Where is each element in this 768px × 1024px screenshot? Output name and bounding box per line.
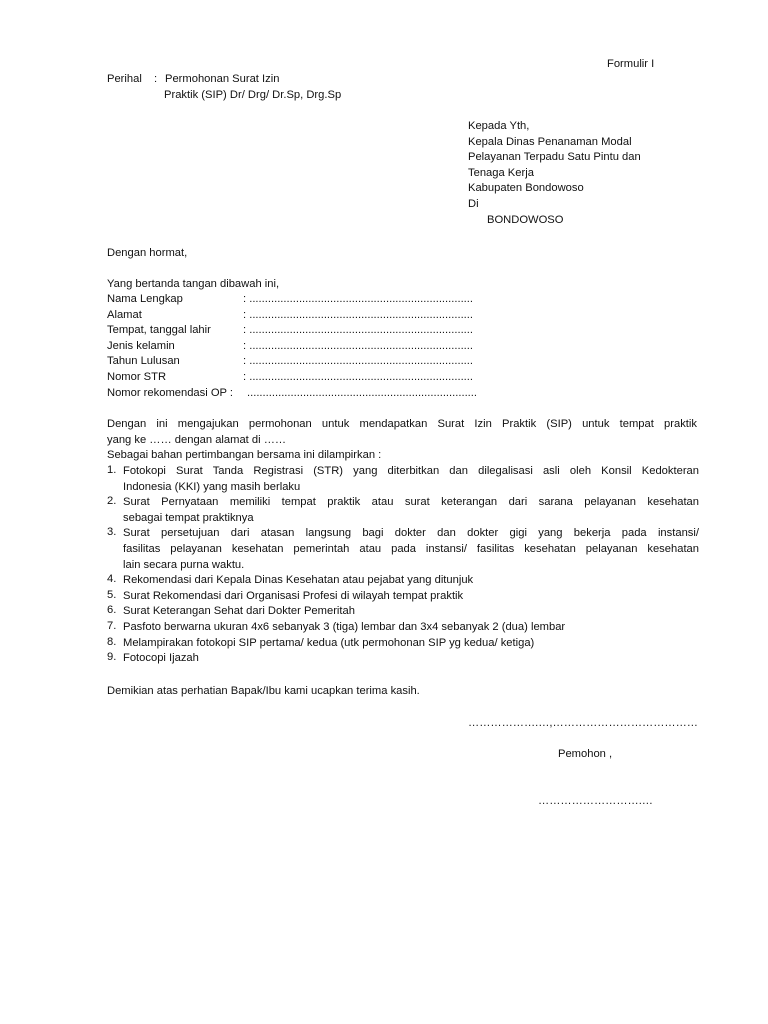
list-number: 6.	[107, 604, 117, 617]
applicant-fields	[107, 292, 527, 401]
field-value: : ........................................................................	[243, 293, 474, 305]
list-item	[107, 604, 699, 620]
field-row	[107, 323, 527, 339]
field-label: Tempat, tanggal lahir	[107, 324, 211, 337]
field-value: ..........................................................................	[247, 386, 478, 399]
field-label: Nomor rekomendasi OP :	[107, 386, 234, 399]
list-item-line: Pasfoto berwarna ukuran 4x6 sebanyak 3 (tiga) lembar dan 3x4 sebanyak 2 (dua) lembar	[123, 620, 566, 633]
list-item-line: Melampirakan fotokopi SIP pertama/ kedua (utk permohonan SIP yg kedua/ ketiga)	[123, 636, 535, 649]
list-item-line: lain secara purna waktu.	[123, 558, 245, 571]
list-item-line: Surat Pernyataan memiliki tempat praktik atau surat keterangan dari sarana pelayanan kesehatan	[123, 496, 699, 509]
list-item-line: Fotocopi Ijazah	[123, 652, 199, 665]
field-label: Tahun Lulusan	[107, 355, 180, 368]
field-row	[107, 370, 527, 386]
subject-line-1: Permohonan Surat Izin	[165, 73, 280, 85]
request-line-2: yang ke …… dengan alamat di ……	[107, 433, 287, 446]
greeting: Dengan hormat,	[107, 247, 188, 259]
list-item-line: Fotokopi Surat Tanda Registrasi (STR) yang diterbitkan dan dilegalisasi asli oleh Konsil Kedokteran	[123, 465, 699, 477]
place-date-line: ……………….…,…………………………………	[468, 717, 698, 729]
list-number: 9.	[107, 651, 117, 664]
list-number: 5.	[107, 588, 117, 601]
recipient-city: BONDOWOSO	[487, 213, 564, 226]
subject-colon: :	[154, 73, 158, 85]
list-number: 2.	[107, 495, 117, 508]
list-item-line: Surat persetujuan dari atasan langsung bagi dokter dan dokter gigi yang bekerja pada instansi/	[123, 527, 699, 540]
attachments-list	[107, 464, 699, 667]
recipient-line: Di	[468, 197, 479, 210]
field-row	[107, 354, 527, 370]
list-item-line: fasilitas pelayanan kesehatan pemerintah atau pada instansi/ fasilitas kesehatan pelayanan kesehatan	[123, 542, 699, 555]
recipient-block	[468, 119, 641, 228]
list-number: 4.	[107, 573, 117, 586]
field-label: Alamat	[107, 308, 142, 321]
field-row	[107, 308, 527, 324]
applicant-label: Pemohon ,	[558, 748, 613, 760]
field-label: Nama Lengkap	[107, 293, 183, 305]
list-item	[107, 651, 699, 667]
form-label: Formulir I	[607, 58, 655, 70]
field-value: : ........................................................................	[243, 370, 474, 383]
recipient-line: Pelayanan Terpadu Satu Pintu dan	[468, 151, 641, 164]
attachments-intro: Sebagai bahan pertimbangan bersama ini dilampirkan :	[107, 449, 382, 461]
recipient-line: Tenaga Kerja	[468, 166, 534, 179]
list-item-line: Surat Rekomendasi dari Organisasi Profesi di wilayah tempat praktik	[123, 589, 464, 602]
field-label: Jenis kelamin	[107, 339, 175, 352]
recipient-line: Kepala Dinas Penanaman Modal	[468, 135, 632, 148]
request-line-1: Dengan ini mengajukan permohonan untuk mendapatkan Surat Izin Praktik (SIP) untuk tempat praktik	[107, 418, 697, 430]
field-label: Nomor STR	[107, 370, 167, 383]
list-item	[107, 464, 699, 495]
field-value: : ........................................................................	[243, 339, 474, 352]
list-item	[107, 589, 699, 605]
list-item-line: sebagai tempat praktiknya	[123, 511, 254, 524]
recipient-line: Kepada Yth,	[468, 120, 530, 132]
field-row	[107, 292, 527, 308]
list-item	[107, 620, 699, 636]
signature-line: ……………………….…	[538, 795, 653, 807]
field-row	[107, 339, 527, 355]
field-row	[107, 386, 527, 402]
closing-text: Demikian atas perhatian Bapak/Ibu kami ucapkan terima kasih.	[107, 685, 420, 697]
intro-text: Yang bertanda tangan dibawah ini,	[107, 278, 280, 290]
field-value: : ........................................................................	[243, 355, 474, 368]
list-number: 7.	[107, 619, 117, 632]
subject-line-2: Praktik (SIP) Dr/ Drg/ Dr.Sp, Drg.Sp	[164, 88, 342, 101]
field-value: : ........................................................................	[243, 324, 474, 337]
list-number: 1.	[107, 464, 117, 476]
field-value: : ........................................................................	[243, 308, 474, 321]
list-item	[107, 495, 699, 526]
recipient-line: Kabupaten Bondowoso	[468, 182, 584, 195]
list-item-line: Surat Keterangan Sehat dari Dokter Pemeritah	[123, 605, 355, 618]
list-number: 3.	[107, 526, 117, 539]
subject-block	[107, 72, 407, 103]
request-paragraph	[107, 417, 697, 448]
list-item	[107, 526, 699, 573]
list-item-line: Rekomendasi dari Kepala Dinas Kesehatan atau pejabat yang ditunjuk	[123, 574, 474, 587]
list-item	[107, 636, 699, 652]
subject-label: Perihal	[107, 73, 142, 85]
list-item	[107, 573, 699, 589]
list-number: 8.	[107, 635, 117, 648]
list-item-line: Indonesia (KKI) yang masih berlaku	[123, 480, 301, 493]
